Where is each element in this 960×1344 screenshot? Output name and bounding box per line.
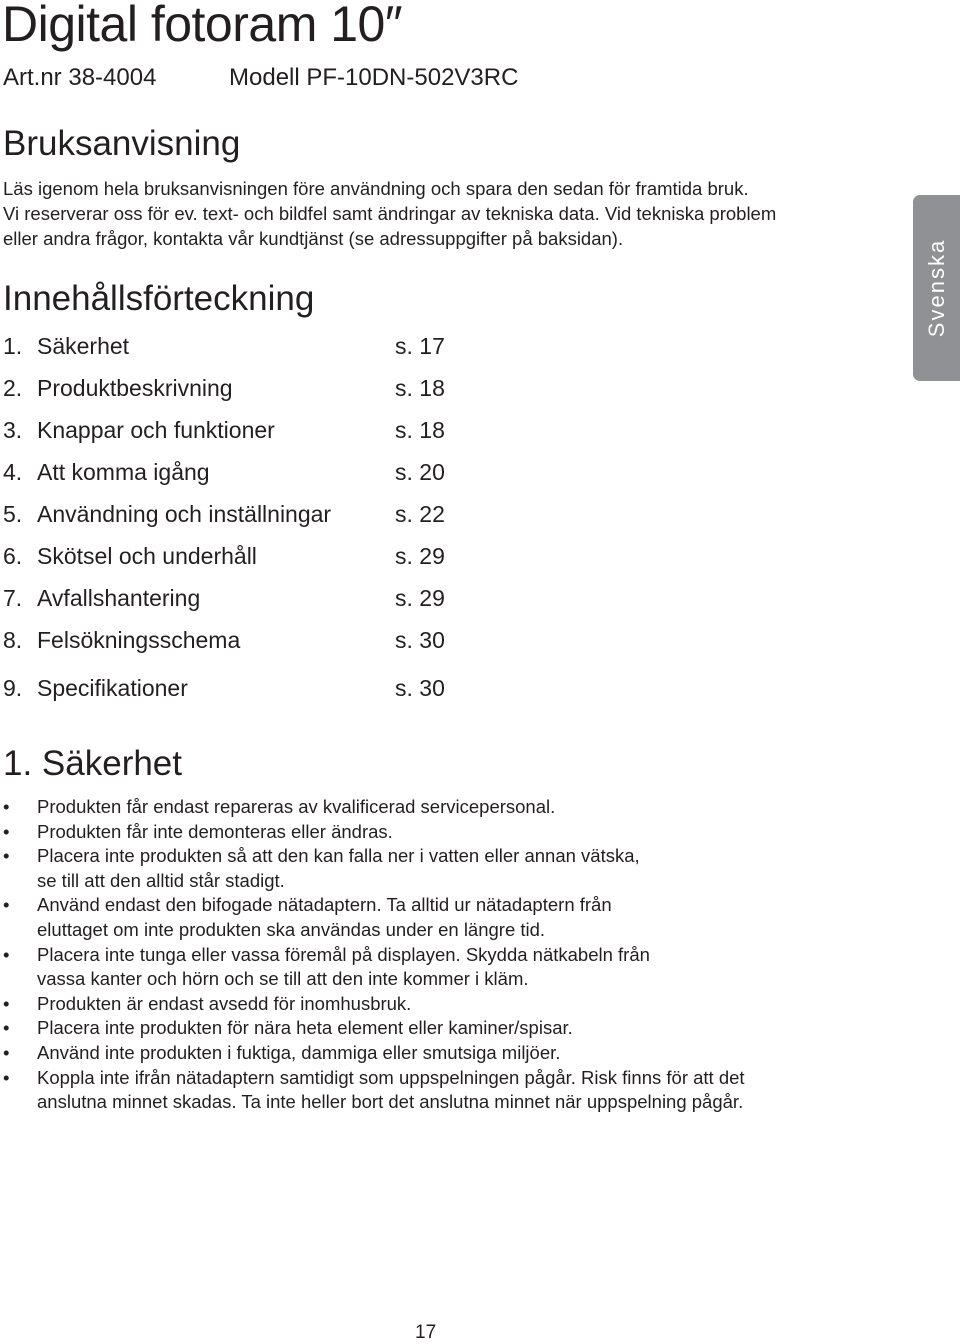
- toc-item-title: Avfallshantering: [37, 585, 201, 611]
- toc-item-number: 4.: [3, 459, 23, 485]
- toc-item-number: 3.: [3, 417, 23, 443]
- list-item: [3, 1041, 863, 1066]
- list-item-text: Placera inte produkten så att den kan falla ner i vatten eller annan vätska, se till att den alltid står stadigt.: [37, 845, 640, 891]
- safety-heading: 1. Säkerhet: [3, 744, 182, 783]
- bullet-icon: •: [3, 845, 10, 867]
- toc-heading: Innehållsförteckning: [3, 279, 315, 318]
- toc-item-page: s. 18: [395, 375, 445, 401]
- list-item: [3, 795, 863, 820]
- toc-item-number: 1.: [3, 333, 23, 359]
- bullet-icon: •: [3, 943, 10, 965]
- bullet-icon: •: [3, 1041, 10, 1063]
- list-item-text: Produkten får inte demonteras eller ändras.: [37, 820, 393, 842]
- list-item: [3, 844, 863, 893]
- intro-line: eller andra frågor, kontakta vår kundtjänst (se adressuppgifter på baksidan).: [3, 228, 624, 249]
- list-item-text: Koppla inte ifrån nätadaptern samtidigt som uppspelningen pågår. Risk finns för att det anslutna minnet skadas. Ta inte heller bort det anslutna minnet när uppspelning pågår.: [37, 1066, 745, 1113]
- bullet-icon: •: [3, 894, 10, 916]
- toc-item-title: Knappar och funktioner: [37, 417, 275, 443]
- list-item-text: Produkten får endast repareras av kvalificerad servicepersonal.: [37, 796, 556, 817]
- list-item: [3, 1066, 863, 1115]
- toc-item-number: 6.: [3, 543, 23, 569]
- toc-item-title: Felsökningsschema: [37, 627, 241, 653]
- list-item-text: Produkten är endast avsedd för inomhusbruk.: [37, 992, 412, 1014]
- toc-item-number: 7.: [3, 585, 23, 611]
- toc-item-page: s. 30: [395, 627, 445, 653]
- list-item-text: Placera inte produkten för nära heta element eller kaminer/spisar.: [37, 1017, 573, 1039]
- toc-item-page: s. 17: [395, 333, 445, 359]
- list-item: [3, 893, 863, 942]
- list-item-text: Använd endast den bifogade nätadaptern. Ta alltid ur nätadaptern från eluttaget om inte produkten ska användas under en längre tid.: [37, 894, 612, 940]
- toc-item-page: s. 29: [395, 543, 445, 569]
- language-tab: [913, 195, 960, 381]
- bullet-icon: •: [3, 820, 10, 842]
- list-item: [3, 992, 863, 1017]
- page-number: 17: [415, 1322, 437, 1343]
- toc-item-title: Användning och inställningar: [37, 501, 332, 527]
- toc-item-number: 5.: [3, 501, 23, 527]
- model-number: Modell PF-10DN-502V3RC: [229, 64, 519, 91]
- toc-item-title: Skötsel och underhåll: [37, 543, 257, 569]
- list-item-text: Använd inte produkten i fuktiga, dammiga eller smutsiga miljöer.: [37, 1041, 561, 1063]
- bullet-icon: •: [3, 1017, 10, 1039]
- toc-item-page: s. 29: [395, 585, 445, 611]
- page-title: Digital fotoram 10″: [2, 0, 403, 52]
- safety-list: [3, 795, 863, 1115]
- toc-item-title: Säkerhet: [37, 333, 130, 359]
- toc-item-page: s. 30: [395, 675, 445, 701]
- toc-item-number: 8.: [3, 627, 23, 653]
- toc-item-number: 9.: [3, 675, 23, 701]
- list-item-text: Placera inte tunga eller vassa föremål på displayen. Skydda nätkabeln från vassa kanter och hörn och se till att den inte kommer i kläm.: [37, 943, 650, 990]
- article-number: Art.nr 38-4004: [3, 64, 157, 91]
- bullet-icon: •: [3, 992, 10, 1014]
- list-item: [3, 820, 863, 845]
- toc-item-title: Specifikationer: [37, 675, 188, 701]
- list-item: [3, 1016, 863, 1041]
- toc-item-page: s. 18: [395, 417, 445, 443]
- intro-line: Läs igenom hela bruksanvisningen före användning och spara den sedan för framtida bruk.: [3, 178, 749, 199]
- toc-item-page: s. 20: [395, 459, 445, 485]
- toc-item-title: Att komma igång: [37, 459, 210, 485]
- list-item: [3, 943, 863, 992]
- intro-line: Vi reserverar oss för ev. text- och bildfel samt ändringar av tekniska data. Vid tekniska problem: [3, 203, 777, 224]
- toc-item-number: 2.: [3, 375, 23, 401]
- bullet-icon: •: [3, 796, 10, 817]
- bullet-icon: •: [3, 1066, 10, 1088]
- intro-text: [3, 176, 776, 251]
- toc-item-page: s. 22: [395, 501, 445, 527]
- toc-item-title: Produktbeskrivning: [37, 375, 233, 401]
- manual-heading: Bruksanvisning: [3, 124, 241, 163]
- language-tab-label: Svenska: [923, 238, 949, 338]
